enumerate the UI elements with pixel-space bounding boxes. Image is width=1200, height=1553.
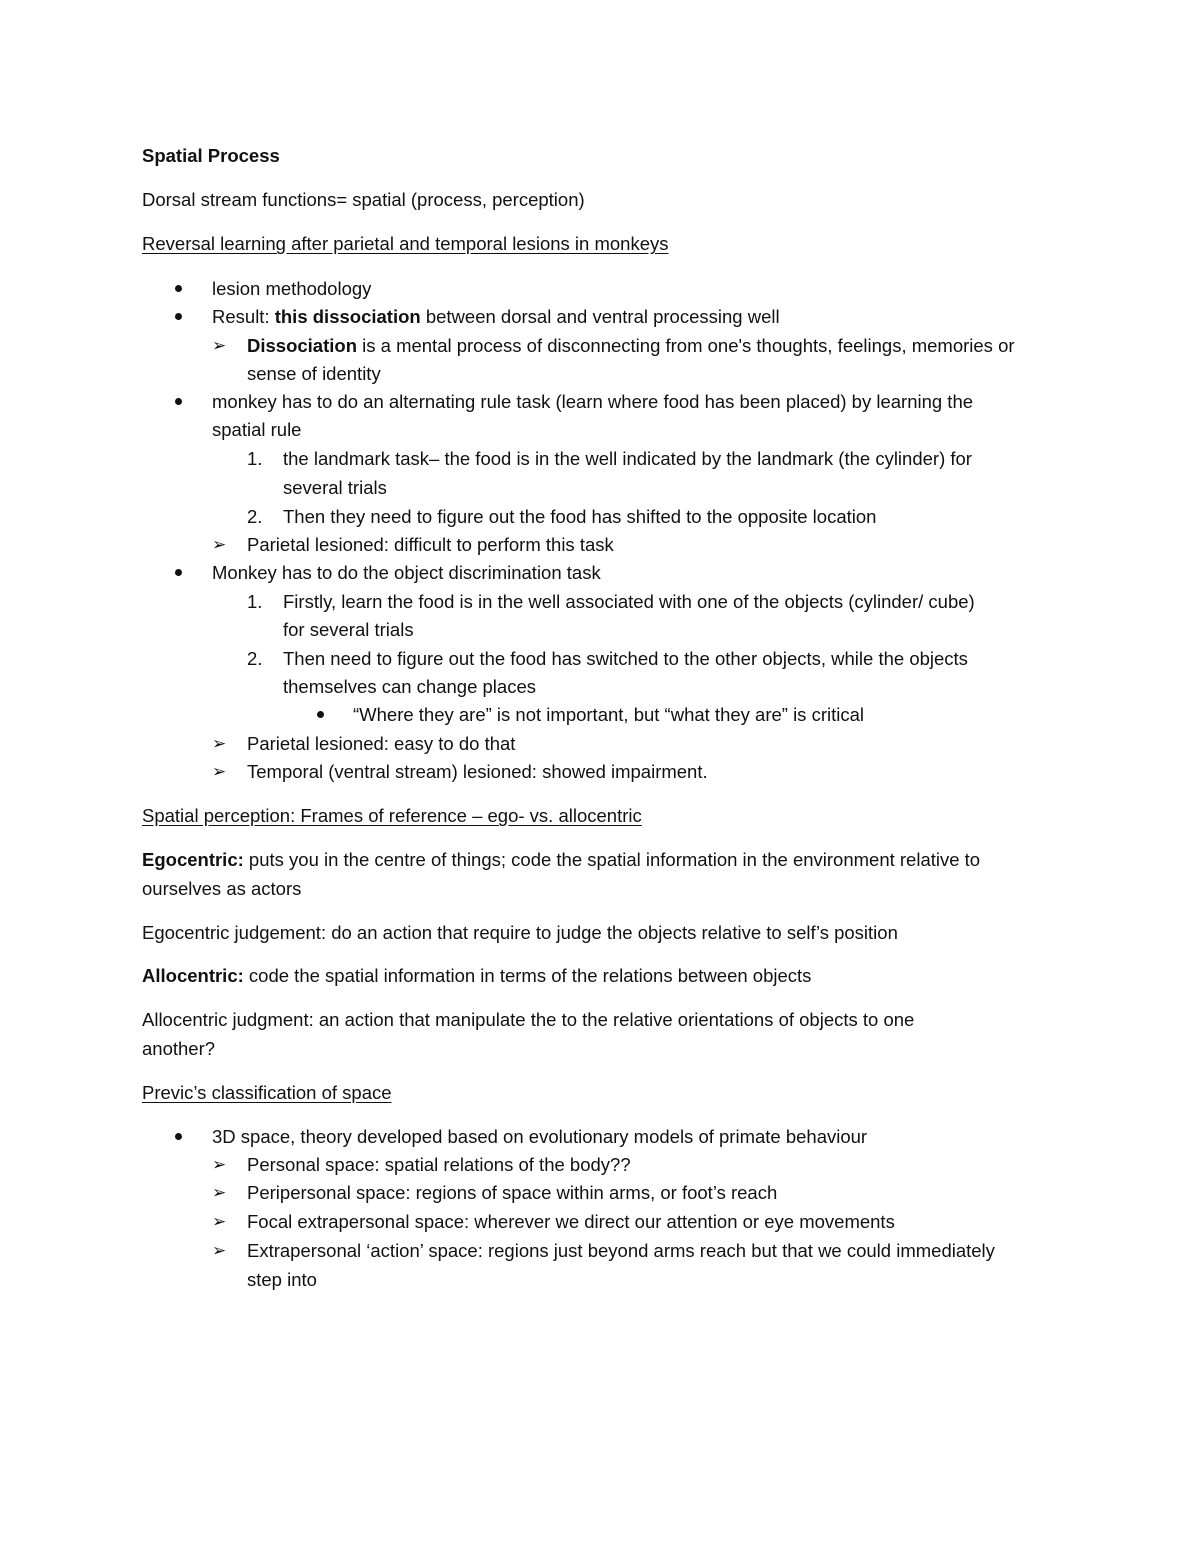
- doc-title: Spatial Process: [142, 145, 280, 166]
- arrow-bullet-icon: ➢: [212, 1155, 227, 1174]
- egocentric-definition-continued: ourselves as actors: [142, 878, 302, 899]
- heading-previc-classification: Previc’s classification of space: [142, 1082, 392, 1103]
- numbered-landmark-task: the landmark task– the food is in the well indicated by the landmark (the cylinder) for: [283, 448, 972, 469]
- arrow-bullet-icon: ➢: [212, 734, 227, 753]
- arrow-parietal-difficult: Parietal lesioned: difficult to perform this task: [247, 534, 614, 555]
- egocentric-judgement: Egocentric judgement: do an action that require to judge the objects relative to self’s position: [142, 922, 898, 943]
- arrow-bullet-icon: ➢: [212, 762, 227, 781]
- arrow-bullet-icon: ➢: [212, 336, 227, 355]
- allocentric-definition: Allocentric: code the spatial information in terms of the relations between objects: [142, 965, 812, 986]
- bullet-icon: [175, 398, 182, 405]
- numbered-firstly-learn: Firstly, learn the food is in the well associated with one of the objects (cylinder/ cube): [283, 591, 975, 612]
- arrow-bullet-icon: ➢: [212, 1241, 227, 1260]
- bullet-lesion-methodology: lesion methodology: [212, 278, 372, 299]
- numbered-landmark-continued: several trials: [283, 477, 387, 498]
- bullet-result: Result: this dissociation between dorsal and ventral processing well: [212, 306, 780, 327]
- bullet-alternating-rule-continued: spatial rule: [212, 419, 302, 440]
- bullet-icon: [317, 711, 324, 718]
- list-number: 1.: [247, 448, 263, 469]
- numbered-firstly-continued: for several trials: [283, 619, 414, 640]
- allocentric-judgment: Allocentric judgment: an action that manipulate the to the relative orientations of objects to one: [142, 1009, 915, 1030]
- bullet-3d-space: 3D space, theory developed based on evolutionary models of primate behaviour: [212, 1126, 868, 1147]
- list-number: 1.: [247, 591, 263, 612]
- arrow-parietal-easy: Parietal lesioned: easy to do that: [247, 733, 516, 754]
- heading-frames-of-reference: Spatial perception: Frames of reference – ego- vs. allocentric: [142, 805, 642, 826]
- dorsal-stream-line: Dorsal stream functions= spatial (process, perception): [142, 189, 585, 210]
- arrow-peripersonal-space: Peripersonal space: regions of space within arms, or foot’s reach: [247, 1182, 778, 1203]
- arrow-dissociation-definition: Dissociation is a mental process of disconnecting from one's thoughts, feelings, memories or: [247, 335, 1015, 356]
- egocentric-definition: Egocentric: puts you in the centre of things; code the spatial information in the environment relative to: [142, 849, 981, 870]
- bullet-object-discrimination: Monkey has to do the object discrimination task: [212, 562, 601, 583]
- bullet-icon: [175, 313, 182, 320]
- list-number: 2.: [247, 648, 263, 669]
- arrow-extrapersonal-action: Extrapersonal ‘action’ space: regions just beyond arms reach but that we could immediately: [247, 1240, 995, 1261]
- bullet-icon: [175, 569, 182, 576]
- allocentric-judgment-continued: another?: [142, 1038, 216, 1059]
- numbered-food-switched-continued: themselves can change places: [283, 676, 536, 697]
- arrow-bullet-icon: ➢: [212, 535, 227, 554]
- numbered-food-shifted: Then they need to figure out the food has shifted to the opposite location: [283, 506, 877, 527]
- arrow-bullet-icon: ➢: [212, 1212, 227, 1231]
- arrow-temporal-impairment: Temporal (ventral stream) lesioned: showed impairment.: [247, 761, 708, 782]
- sub-bullet-where-what: “Where they are” is not important, but “what they are” is critical: [353, 704, 864, 725]
- heading-reversal-learning: Reversal learning after parietal and temporal lesions in monkeys: [142, 233, 669, 254]
- bullet-alternating-rule-task: monkey has to do an alternating rule task (learn where food has been placed) by learning the: [212, 391, 974, 412]
- list-number: 2.: [247, 506, 263, 527]
- arrow-bullet-icon: ➢: [212, 1183, 227, 1202]
- arrow-focal-extrapersonal: Focal extrapersonal space: wherever we direct our attention or eye movements: [247, 1211, 895, 1232]
- arrow-extrapersonal-action-continued: step into: [247, 1269, 317, 1290]
- bullet-icon: [175, 1133, 182, 1140]
- arrow-dissociation-continued: sense of identity: [247, 363, 381, 384]
- numbered-food-switched: Then need to figure out the food has switched to the other objects, while the objects: [283, 648, 968, 669]
- arrow-personal-space: Personal space: spatial relations of the body??: [247, 1154, 631, 1175]
- bullet-icon: [175, 285, 182, 292]
